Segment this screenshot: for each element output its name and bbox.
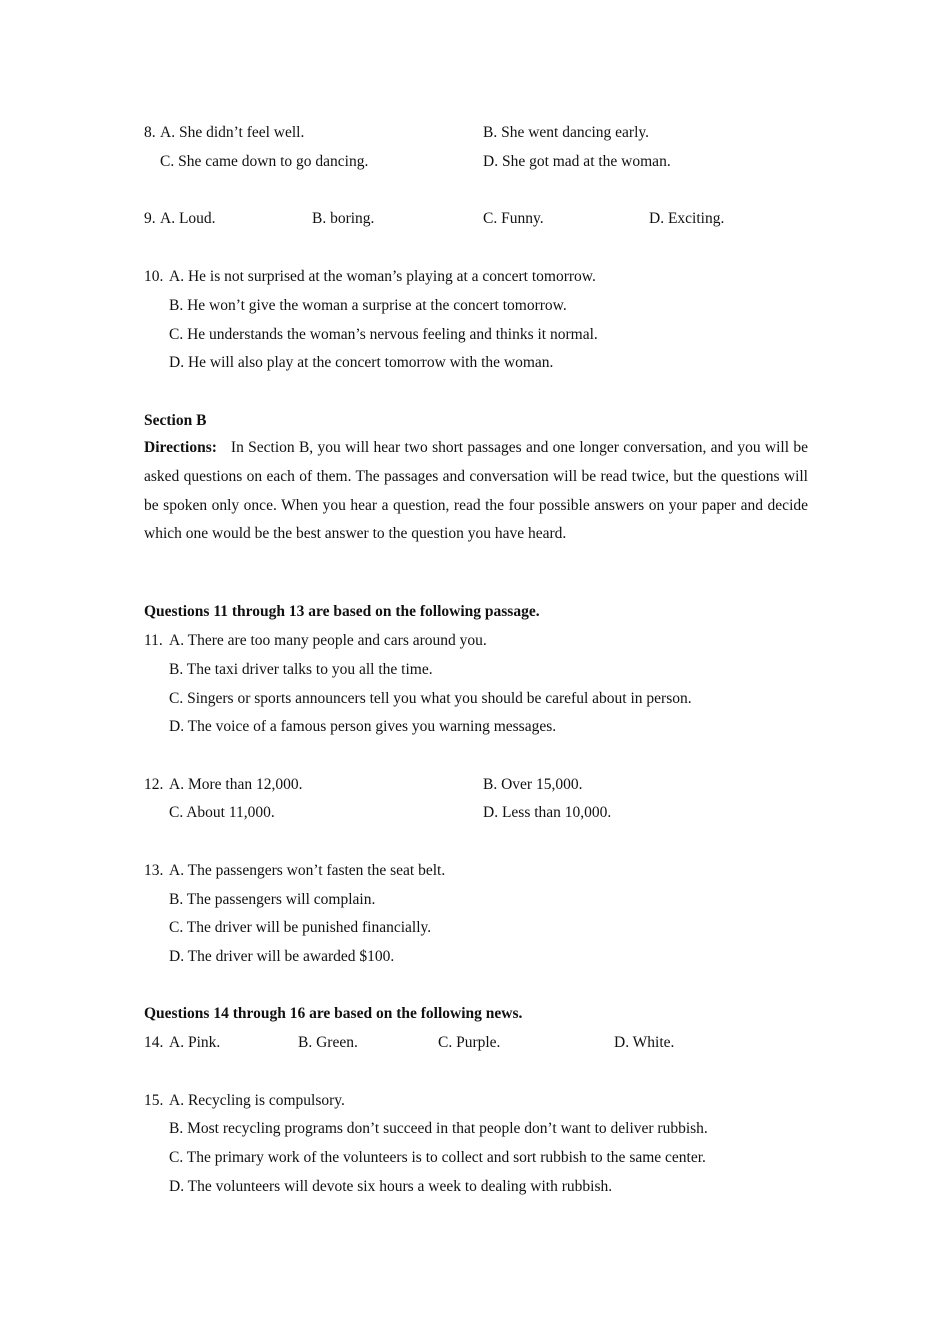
option-b: B. Most recycling programs don’t succeed in that people don’t want to deliver rubbish. xyxy=(169,1120,708,1137)
option-a: A. He is not surprised at the woman’s playing at a concert tomorrow. xyxy=(169,268,596,285)
directions-label: Directions: xyxy=(144,439,217,456)
option-b: B. Over 15,000. xyxy=(483,776,583,793)
option-c: C. Singers or sports announcers tell you what you should be careful about in person. xyxy=(169,690,692,707)
option-d: D. Exciting. xyxy=(649,210,725,227)
section-title: Section B xyxy=(144,412,207,429)
directions-text: In Section B, you will hear two short passages and one longer conversation, and you will be asked questions on each of them. The passages and conversation will be read twice, but the questions will be spoken only once. When you hear a question, read the four possible answers on your paper and decide which one would be the best answer to the question you have heard. xyxy=(144,439,808,543)
option-a: A. There are too many people and cars around you. xyxy=(169,632,487,649)
question-number: 9. xyxy=(144,210,156,227)
option-d: D. She got mad at the woman. xyxy=(483,153,671,170)
option-a: A. She didn’t feel well. xyxy=(160,124,305,141)
question-number: 13. xyxy=(144,862,164,879)
question-number: 8. xyxy=(144,124,156,141)
question-number: 14. xyxy=(144,1034,164,1051)
option-b: B. The passengers will complain. xyxy=(169,891,376,908)
option-a: A. Loud. xyxy=(160,210,216,227)
option-b: B. Green. xyxy=(298,1034,358,1051)
option-a: A. More than 12,000. xyxy=(169,776,303,793)
question-number: 15. xyxy=(144,1092,164,1109)
option-b: B. The taxi driver talks to you all the time. xyxy=(169,661,433,678)
option-c: C. About 11,000. xyxy=(169,804,275,821)
option-b: B. boring. xyxy=(312,210,375,227)
question-number: 10. xyxy=(144,268,164,285)
option-d: D. The volunteers will devote six hours a week to dealing with rubbish. xyxy=(169,1178,613,1195)
option-c: C. The driver will be punished financially. xyxy=(169,919,432,936)
option-c: C. He understands the woman’s nervous feeling and thinks it normal. xyxy=(169,326,598,343)
group-heading-14-16: Questions 14 through 16 are based on the following news. xyxy=(144,1005,523,1022)
option-a: A. Recycling is compulsory. xyxy=(169,1092,345,1109)
directions-paragraph xyxy=(144,434,808,549)
option-b: B. She went dancing early. xyxy=(483,124,650,141)
option-d: D. He will also play at the concert tomorrow with the woman. xyxy=(169,354,554,371)
option-c: C. Purple. xyxy=(438,1034,501,1051)
option-c: C. Funny. xyxy=(483,210,544,227)
group-heading-11-13: Questions 11 through 13 are based on the following passage. xyxy=(144,603,540,620)
question-number: 11. xyxy=(144,632,163,649)
option-c: C. She came down to go dancing. xyxy=(160,153,369,170)
question-number: 12. xyxy=(144,776,164,793)
option-d: D. The driver will be awarded $100. xyxy=(169,948,395,965)
option-a: A. The passengers won’t fasten the seat belt. xyxy=(169,862,446,879)
option-b: B. He won’t give the woman a surprise at the concert tomorrow. xyxy=(169,297,567,314)
option-d: D. Less than 10,000. xyxy=(483,804,612,821)
option-a: A. Pink. xyxy=(169,1034,221,1051)
option-d: D. The voice of a famous person gives you warning messages. xyxy=(169,718,557,735)
option-d: D. White. xyxy=(614,1034,675,1051)
option-c: C. The primary work of the volunteers is to collect and sort rubbish to the same center. xyxy=(169,1149,706,1166)
